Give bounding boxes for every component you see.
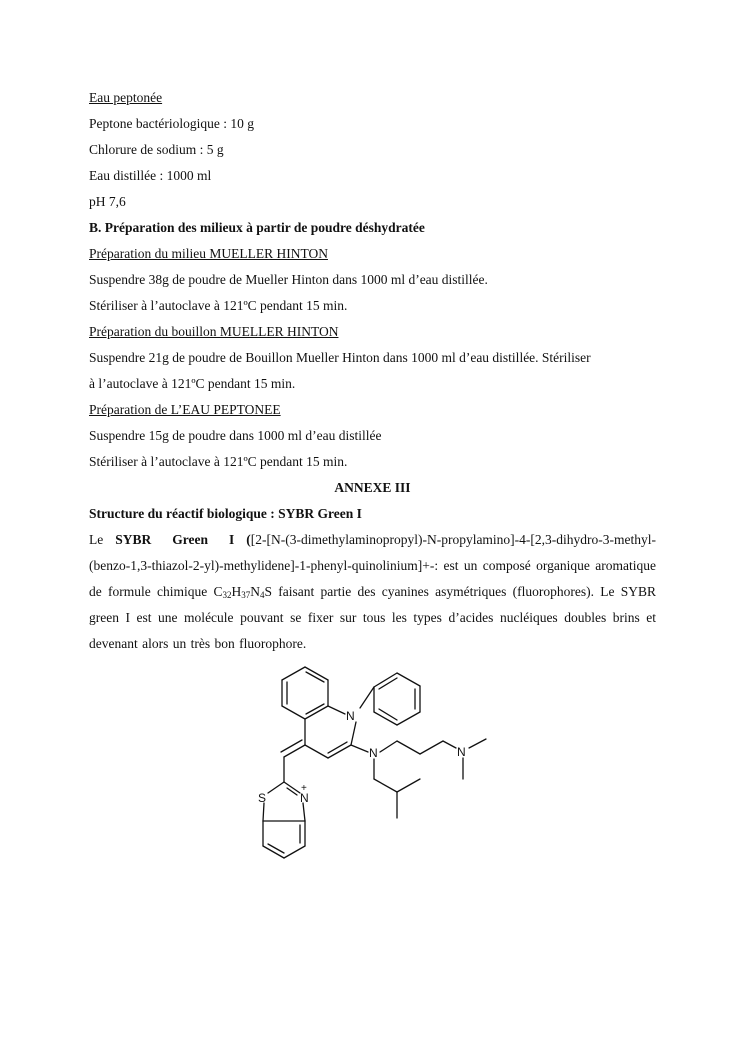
amine-nitrogen-label: N [369, 746, 378, 760]
sybr-description-paragraph [89, 527, 656, 657]
procedure-line: Suspendre 15g de poudre dans 1000 ml d’eau distillée [89, 428, 382, 443]
thiazole-nitrogen-label: N [300, 791, 309, 805]
procedure-line: Suspendre 38g de poudre de Mueller Hinton dans 1000 ml d’eau distillée. [89, 272, 488, 287]
structure-heading: Structure du réactif biologique : SYBR Green I [89, 506, 362, 521]
formula-c-count: 32 [222, 590, 232, 600]
section-b-heading: B. Préparation des milieux à partir de poudre déshydratée [89, 220, 425, 235]
paragraph-rest: faisant partie des cyanines asymétriques (fluorophores). Le SYBR green I est une molécule pouvant se fixer sur tous les types d’acides nucléiques doubles brins et devenant alors un très bon fluorophore. [89, 584, 657, 651]
formula-n-count: 4 [259, 590, 265, 600]
formula-h: H [231, 584, 242, 599]
ingredient-line: pH 7,6 [89, 194, 126, 209]
ring-nitrogen-label: N [346, 709, 355, 723]
procedure-line: Stériliser à l’autoclave à 121ºC pendant 15 min. [89, 298, 348, 313]
sybr-green-structure [240, 660, 500, 875]
formula-s: S [264, 584, 272, 599]
eau-peptonee-heading: Eau peptonée [89, 90, 163, 105]
dimethyl-nitrogen-label: N [457, 745, 466, 759]
paren-open: ( [246, 532, 251, 547]
formula-c: C [213, 584, 223, 599]
eau-peptonee-prep-heading: Préparation de L’EAU PEPTONEE [89, 402, 281, 417]
ingredient-line: Chlorure de sodium : 5 g [89, 142, 224, 157]
bouillon-heading: Préparation du bouillon MUELLER HINTON [89, 324, 339, 339]
mueller-hinton-heading: Préparation du milieu MUELLER HINTON [89, 246, 328, 261]
molecule-drawing [240, 660, 500, 875]
thiazole-sulfur-label: S [258, 791, 267, 805]
formula-n: N [250, 584, 260, 599]
paragraph-le: Le [89, 532, 104, 547]
formula-h-count: 37 [241, 590, 251, 600]
procedure-line: Stériliser à l’autoclave à 121ºC pendant 15 min. [89, 454, 348, 469]
ingredient-line: Eau distillée : 1000 ml [89, 168, 212, 183]
positive-charge-label: + [301, 783, 307, 794]
annexe-title: ANNEXE III [334, 480, 411, 495]
compound-name: SYBR Green I [115, 532, 235, 547]
iupac-name: [2-[N-(3-dimethylaminopropyl)-N-propylamino]-4-[2,3-dihydro-3-methyl- (benzo-1,3-thiazol-2-yl)-methylidene]-1-phenyl-quinolinium]+-: est un composé organique aromatique de formule chimique [89, 532, 657, 599]
procedure-line: à l’autoclave à 121ºC pendant 15 min. [89, 376, 296, 391]
document-body [89, 85, 656, 657]
procedure-line: Suspendre 21g de poudre de Bouillon Mueller Hinton dans 1000 ml d’eau distillée. Stériliser [89, 350, 591, 365]
ingredient-line: Peptone bactériologique : 10 g [89, 116, 254, 131]
